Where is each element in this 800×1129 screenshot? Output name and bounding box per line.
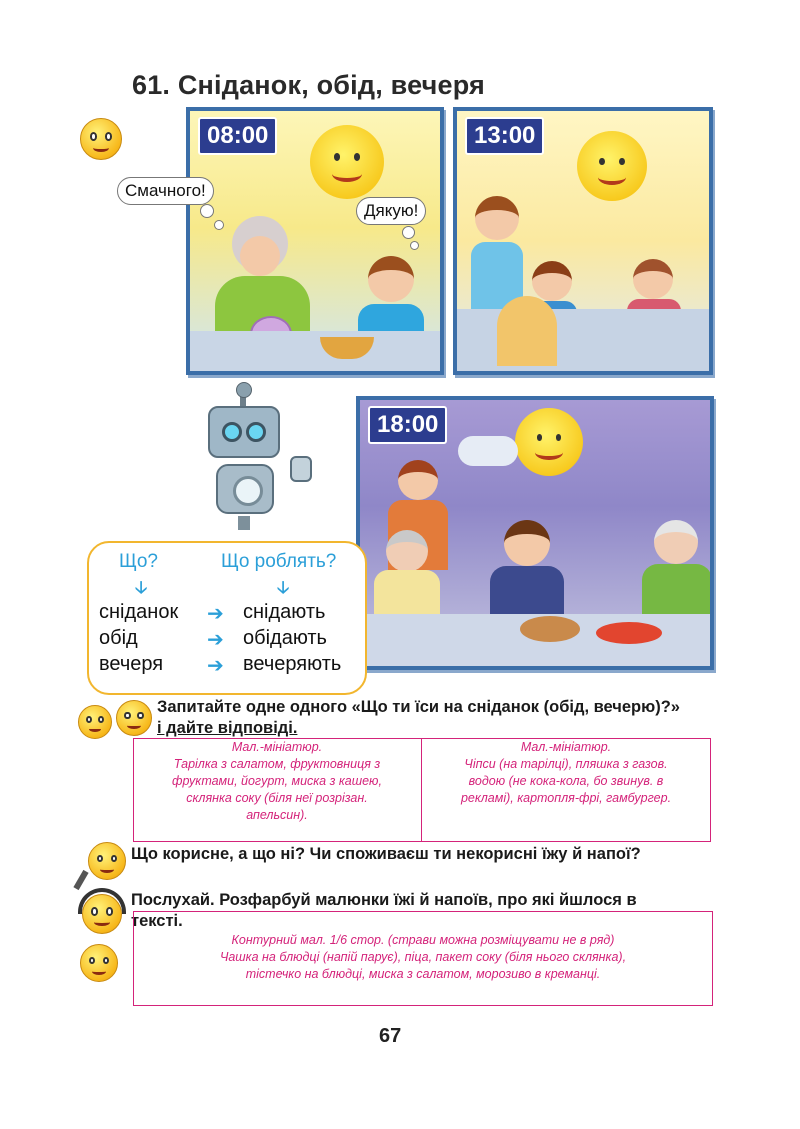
singing-smiley-icon bbox=[88, 842, 126, 880]
note-line: Мал.-мініатюр. bbox=[231, 740, 323, 754]
dinner-time: 18:00 bbox=[368, 406, 447, 444]
arrow-right-icon: ➔ bbox=[207, 603, 224, 625]
task1-line2: і дайте відповіді. bbox=[157, 719, 298, 737]
note-divider bbox=[421, 738, 422, 842]
breakfast-time: 08:00 bbox=[198, 117, 277, 155]
vocabulary-box bbox=[87, 541, 367, 695]
note-line: Тарілка з салатом, фруктовниця з bbox=[173, 757, 381, 771]
note-line: Чашка на блюдці (напій парує), піца, пакет соку (біля нього склянка), bbox=[219, 950, 627, 964]
task1-note-right bbox=[424, 739, 708, 807]
pencil-smiley-icon bbox=[80, 944, 118, 982]
magnifier-smiley-icon bbox=[80, 118, 122, 160]
task3-line1: Послухай. Розфарбуй малюнки їжі й напоїв, про які йшлося в bbox=[131, 891, 637, 909]
boy-speech-bubble: Дякую! bbox=[356, 197, 426, 225]
talking-smiley-icon bbox=[78, 705, 112, 739]
arrow-down-icon: 🡣 bbox=[135, 578, 148, 597]
grandma-speech-bubble: Смачного! bbox=[117, 177, 214, 205]
vocab-verb: вечеряють bbox=[243, 653, 342, 675]
robot-mascot bbox=[188, 388, 318, 533]
note-line: склянка соку (біля неї розрізан. bbox=[186, 791, 368, 805]
vocab-row bbox=[99, 601, 326, 625]
task2-instruction: Що корисне, а що ні? Чи споживаєш ти некорисні їжу й напої? bbox=[131, 845, 641, 863]
cloud-icon bbox=[458, 436, 518, 466]
vocab-verb: обідають bbox=[243, 627, 327, 649]
thought-puff bbox=[402, 226, 415, 239]
talking-smiley-icon bbox=[116, 700, 152, 736]
vocab-noun: сніданок bbox=[99, 601, 179, 623]
lunch-panel bbox=[453, 107, 713, 375]
task1-line1: Запитайте одне одного «Що ти їси на сніданок (обід, вечерю)?» bbox=[157, 698, 680, 716]
task3-note bbox=[136, 932, 710, 983]
child-back-figure bbox=[497, 296, 557, 366]
vocab-head-right: Що роблять? bbox=[221, 551, 337, 572]
thought-puff bbox=[200, 204, 214, 218]
lesson-title: 61. Сніданок, обід, вечеря bbox=[132, 70, 485, 100]
note-line: апельсин). bbox=[246, 808, 308, 822]
note-line: фруктами, йогурт, миска з кашею, bbox=[172, 774, 382, 788]
vocab-head-left: Що? bbox=[119, 551, 158, 572]
tomato-dish-icon bbox=[596, 622, 662, 644]
vocab-noun: вечеря bbox=[99, 653, 164, 675]
microphone-icon bbox=[73, 870, 88, 890]
breakfast-panel bbox=[186, 107, 444, 375]
task1-note-left bbox=[136, 739, 418, 824]
thought-puff bbox=[410, 241, 419, 250]
vocab-verb: снідають bbox=[243, 601, 326, 623]
dinner-panel bbox=[356, 396, 714, 670]
page-number: 67 bbox=[379, 1025, 402, 1047]
task3-line2: тексті. bbox=[131, 912, 183, 930]
note-line: тістечко на блюдці, миска з салатом, морозиво в креманці. bbox=[245, 967, 601, 981]
arrow-right-icon: ➔ bbox=[207, 655, 224, 677]
vocab-noun: обід bbox=[99, 627, 138, 649]
note-line: водою (не кока-кола, бо звинув. в bbox=[468, 774, 664, 788]
task1-instruction bbox=[157, 697, 717, 739]
arrow-right-icon: ➔ bbox=[207, 629, 224, 651]
note-line: Контурний мал. 1/6 стор. (страви можна розміщувати не в ряд) bbox=[231, 933, 615, 947]
sun-icon bbox=[310, 125, 384, 199]
vocab-row bbox=[99, 653, 342, 677]
note-line: Мал.-мініатюр. bbox=[520, 740, 612, 754]
vocab-row bbox=[99, 627, 327, 651]
arrow-down-icon: 🡣 bbox=[277, 578, 290, 597]
fish-dish-icon bbox=[520, 616, 580, 642]
note-line: рекламі), картопля-фрі, гамбургер. bbox=[460, 791, 672, 805]
thought-puff bbox=[214, 220, 224, 230]
note-line: Чіпси (на тарілці), пляшка з газов. bbox=[464, 757, 668, 771]
sun-icon bbox=[577, 131, 647, 201]
moon-sun-icon bbox=[515, 408, 583, 476]
lunch-time: 13:00 bbox=[465, 117, 544, 155]
headphones-icon bbox=[78, 888, 126, 914]
